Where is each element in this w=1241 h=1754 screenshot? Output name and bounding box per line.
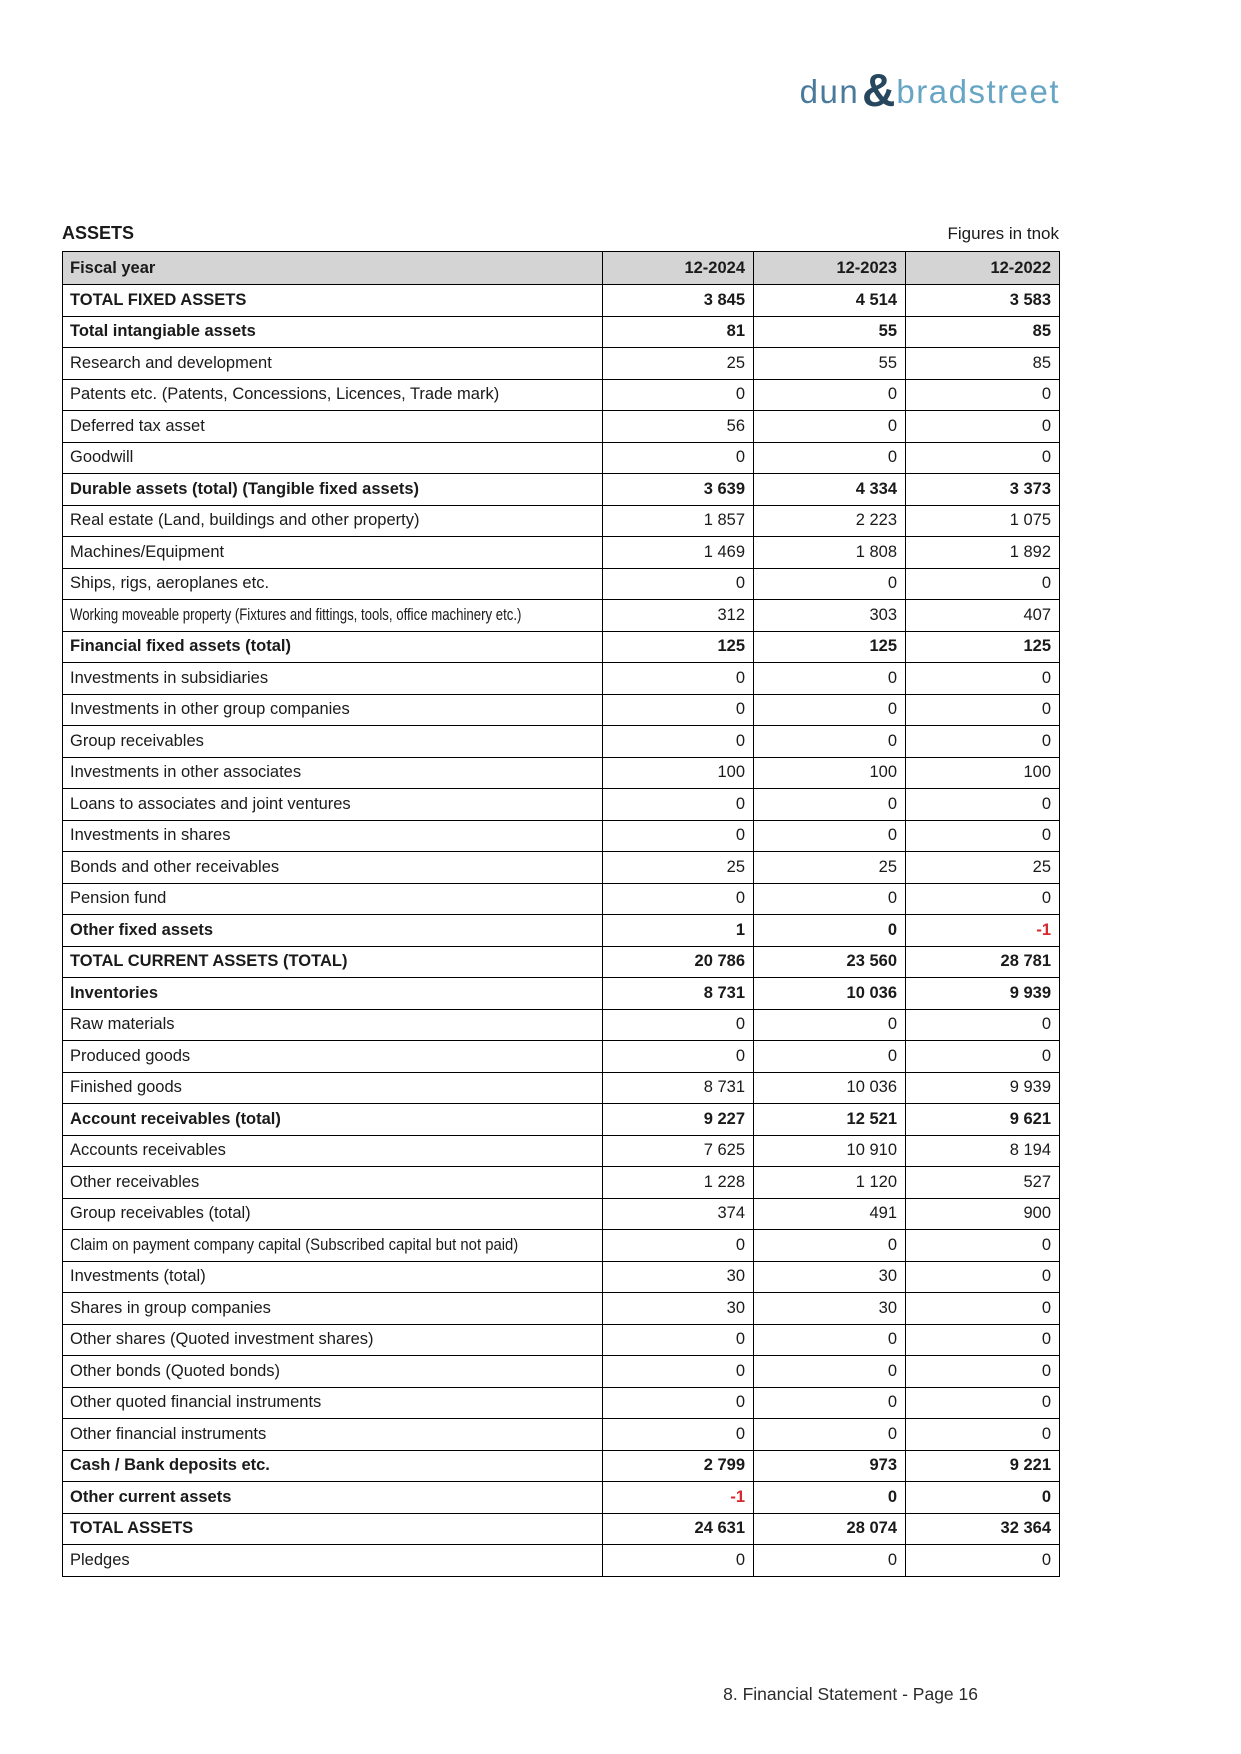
page-title: ASSETS [62,223,135,243]
value-cell: 3 583 [906,285,1060,317]
table-row [63,379,1060,411]
value-cell: 900 [906,1198,1060,1230]
value-cell: 25 [754,852,906,884]
value-cell: 10 910 [754,1135,906,1167]
table-row [63,883,1060,915]
row-label: Other bonds (Quoted bonds) [63,1356,603,1388]
value-cell: 1 469 [603,537,754,569]
row-label: Cash / Bank deposits etc. [63,1450,603,1482]
value-cell: 1 857 [603,505,754,537]
value-cell: 0 [906,663,1060,695]
row-label: Other quoted financial instruments [63,1387,603,1419]
value-cell: 81 [603,316,754,348]
value-cell: 56 [603,411,754,443]
table-row [63,1293,1060,1325]
row-label: Account receivables (total) [63,1104,603,1136]
table-row [63,348,1060,380]
value-cell: 1 808 [754,537,906,569]
value-cell: 0 [603,1419,754,1451]
row-label: TOTAL ASSETS [63,1513,603,1545]
value-cell: 0 [754,663,906,695]
value-cell: 0 [906,1261,1060,1293]
value-cell: 0 [906,568,1060,600]
value-cell: 25 [906,852,1060,884]
value-cell: 23 560 [754,946,906,978]
value-cell: 374 [603,1198,754,1230]
value-cell: 0 [906,1482,1060,1514]
value-cell: 7 625 [603,1135,754,1167]
value-cell: 10 036 [754,978,906,1010]
value-cell: 0 [906,1419,1060,1451]
value-cell: 9 227 [603,1104,754,1136]
value-cell: 0 [906,1009,1060,1041]
table-row [63,285,1060,317]
row-label: TOTAL FIXED ASSETS [63,285,603,317]
value-cell: 100 [754,757,906,789]
table-row [63,631,1060,663]
row-label: Loans to associates and joint ventures [63,789,603,821]
value-cell: 0 [754,1230,906,1262]
value-cell: 0 [906,1293,1060,1325]
value-cell: 100 [603,757,754,789]
table-row [63,820,1060,852]
table-row [63,946,1060,978]
table-row [63,505,1060,537]
value-cell: 30 [754,1261,906,1293]
value-cell: 28 781 [906,946,1060,978]
value-cell: 85 [906,316,1060,348]
value-cell: 28 074 [754,1513,906,1545]
row-label: Financial fixed assets (total) [63,631,603,663]
row-label: Inventories [63,978,603,1010]
table-row [63,694,1060,726]
table-row [63,1041,1060,1073]
table-row [63,316,1060,348]
value-cell: -1 [906,915,1060,947]
row-label: Group receivables [63,726,603,758]
row-label: TOTAL CURRENT ASSETS (TOTAL) [63,946,603,978]
value-cell: 1 [603,915,754,947]
row-label: Accounts receivables [63,1135,603,1167]
table-row [63,568,1060,600]
value-cell: 0 [603,1041,754,1073]
value-cell: 0 [906,1545,1060,1577]
dnb-logo [800,60,1060,114]
value-cell: 0 [906,1041,1060,1073]
row-label: Claim on payment company capital (Subscribed capital but not paid) [63,1230,603,1262]
value-cell: 0 [906,694,1060,726]
row-label: Pension fund [63,883,603,915]
table-row [63,789,1060,821]
table-row [63,1513,1060,1545]
value-cell: 0 [906,1356,1060,1388]
value-cell: 8 194 [906,1135,1060,1167]
table-row [63,757,1060,789]
table-title-row [62,223,1059,244]
value-cell: 1 120 [754,1167,906,1199]
row-label: Goodwill [63,442,603,474]
value-cell: 0 [603,379,754,411]
table-row [63,1482,1060,1514]
table-row [63,1356,1060,1388]
row-label: Bonds and other receivables [63,852,603,884]
value-cell: 125 [906,631,1060,663]
value-cell: 55 [754,316,906,348]
value-cell: 0 [603,789,754,821]
value-cell: 125 [754,631,906,663]
table-row [63,852,1060,884]
row-label: Investments in subsidiaries [63,663,603,695]
table-row [63,1261,1060,1293]
value-cell: 0 [754,883,906,915]
value-cell: 0 [603,442,754,474]
value-cell: 0 [754,1324,906,1356]
value-cell: 32 364 [906,1513,1060,1545]
value-cell: 0 [754,1387,906,1419]
value-cell: 10 036 [754,1072,906,1104]
value-cell: 3 845 [603,285,754,317]
fiscal-year-header-label: Fiscal year [63,252,603,285]
value-cell: 0 [603,694,754,726]
value-cell: 0 [603,883,754,915]
row-label: Other receivables [63,1167,603,1199]
value-cell: 1 228 [603,1167,754,1199]
value-cell: 12 521 [754,1104,906,1136]
row-label: Other shares (Quoted investment shares) [63,1324,603,1356]
table-row [63,915,1060,947]
value-cell: 0 [754,726,906,758]
table-row [63,1450,1060,1482]
value-cell: 0 [906,1387,1060,1419]
value-cell: 973 [754,1450,906,1482]
year-column-header: 12-2023 [754,252,906,285]
value-cell: 0 [754,1419,906,1451]
value-cell: 85 [906,348,1060,380]
unit-note: Figures in tnok [947,224,1059,243]
row-label: Investments in other group companies [63,694,603,726]
table-row [63,474,1060,506]
row-label: Raw materials [63,1009,603,1041]
value-cell: 312 [603,600,754,632]
value-cell: 0 [906,789,1060,821]
value-cell: 8 731 [603,978,754,1010]
value-cell: 0 [754,1041,906,1073]
value-cell: 491 [754,1198,906,1230]
value-cell: 0 [754,568,906,600]
year-column-header: 12-2024 [603,252,754,285]
table-row [63,1167,1060,1199]
value-cell: 0 [906,820,1060,852]
value-cell: 2 223 [754,505,906,537]
value-cell: 0 [754,694,906,726]
row-label: Other financial instruments [63,1419,603,1451]
value-cell: 24 631 [603,1513,754,1545]
table-row [63,1230,1060,1262]
value-cell: 0 [754,915,906,947]
value-cell: 1 075 [906,505,1060,537]
value-cell: 527 [906,1167,1060,1199]
row-label: Shares in group companies [63,1293,603,1325]
logo-dun-text: dun [799,73,860,110]
table-row [63,1135,1060,1167]
value-cell: 125 [603,631,754,663]
value-cell: 20 786 [603,946,754,978]
row-label: Investments in other associates [63,757,603,789]
value-cell: 55 [754,348,906,380]
value-cell: 0 [754,442,906,474]
value-cell: 0 [754,379,906,411]
value-cell: 0 [603,726,754,758]
row-label: Machines/Equipment [63,537,603,569]
value-cell: 0 [603,820,754,852]
table-row [63,537,1060,569]
table-row [63,1072,1060,1104]
row-label: Patents etc. (Patents, Concessions, Licences, Trade mark) [63,379,603,411]
value-cell: 9 621 [906,1104,1060,1136]
logo-ampersand-icon: & [862,64,896,116]
value-cell: 2 799 [603,1450,754,1482]
table-row [63,442,1060,474]
value-cell: 0 [603,1230,754,1262]
value-cell: 0 [754,820,906,852]
year-column-header: 12-2022 [906,252,1060,285]
fiscal-year-header-row [63,252,1060,285]
table-row [63,1198,1060,1230]
row-label: Real estate (Land, buildings and other property) [63,505,603,537]
value-cell: 4 334 [754,474,906,506]
value-cell: 0 [906,883,1060,915]
value-cell: 3 639 [603,474,754,506]
value-cell: 30 [603,1293,754,1325]
value-cell: 0 [603,1356,754,1388]
value-cell: 0 [906,1230,1060,1262]
value-cell: 0 [754,1545,906,1577]
value-cell: 0 [754,789,906,821]
value-cell: 0 [754,411,906,443]
value-cell: 0 [906,1324,1060,1356]
value-cell: 0 [754,1482,906,1514]
value-cell: 0 [754,1356,906,1388]
value-cell: 303 [754,600,906,632]
value-cell: 9 939 [906,978,1060,1010]
row-label: Investments (total) [63,1261,603,1293]
table-row [63,1324,1060,1356]
page-footer: 8. Financial Statement - Page 16 [723,1684,978,1704]
row-label: Ships, rigs, aeroplanes etc. [63,568,603,600]
value-cell: 9 939 [906,1072,1060,1104]
value-cell: 0 [603,663,754,695]
value-cell: 25 [603,348,754,380]
value-cell: 30 [603,1261,754,1293]
value-cell: 0 [754,1009,906,1041]
row-label: Group receivables (total) [63,1198,603,1230]
value-cell: 1 892 [906,537,1060,569]
value-cell: 3 373 [906,474,1060,506]
table-row [63,726,1060,758]
value-cell: 9 221 [906,1450,1060,1482]
table-row [63,1387,1060,1419]
value-cell: 0 [906,411,1060,443]
table-row [63,663,1060,695]
value-cell: 0 [603,1545,754,1577]
table-row [63,978,1060,1010]
table-row [63,1009,1060,1041]
row-label: Durable assets (total) (Tangible fixed assets) [63,474,603,506]
table-row [63,411,1060,443]
value-cell: 0 [906,379,1060,411]
value-cell: 0 [603,1387,754,1419]
value-cell: -1 [603,1482,754,1514]
row-label: Other fixed assets [63,915,603,947]
row-label: Total intangiable assets [63,316,603,348]
value-cell: 0 [603,568,754,600]
row-label: Investments in shares [63,820,603,852]
value-cell: 30 [754,1293,906,1325]
row-label: Produced goods [63,1041,603,1073]
value-cell: 0 [906,726,1060,758]
value-cell: 8 731 [603,1072,754,1104]
row-label: Finished goods [63,1072,603,1104]
table-row [63,1104,1060,1136]
value-cell: 4 514 [754,285,906,317]
assets-table [62,251,1060,1577]
table-row [63,600,1060,632]
table-row [63,1419,1060,1451]
table-row [63,1545,1060,1577]
assets-table-body [63,285,1060,1577]
value-cell: 25 [603,852,754,884]
row-label: Deferred tax asset [63,411,603,443]
value-cell: 0 [603,1324,754,1356]
value-cell: 0 [906,442,1060,474]
row-label: Research and development [63,348,603,380]
row-label: Other current assets [63,1482,603,1514]
logo-bradstreet-text: bradstreet [896,73,1060,110]
row-label: Working moveable property (Fixtures and fittings, tools, office machinery etc.) [63,600,603,632]
value-cell: 100 [906,757,1060,789]
value-cell: 0 [603,1009,754,1041]
row-label: Pledges [63,1545,603,1577]
value-cell: 407 [906,600,1060,632]
